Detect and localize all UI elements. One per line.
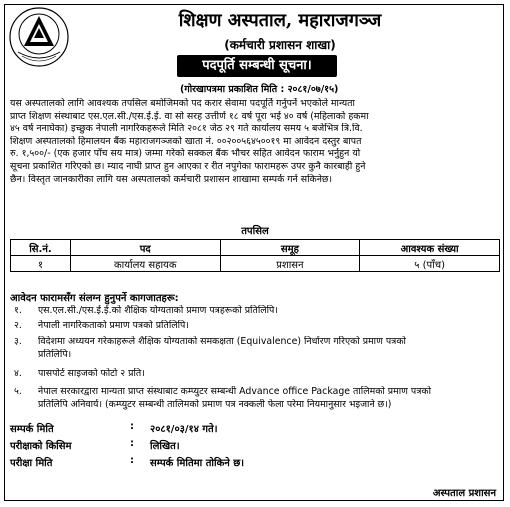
nepal-emblem-logo bbox=[8, 6, 70, 68]
item-text: विदेशमा अध्ययन गरेकाहरूले शैक्षिक योग्यताको समकक्षता (Equivalence) निर्धारण गरिएको प्रमाण पत्रको bbox=[38, 336, 406, 347]
item-text: नेपाली नागरिकताको प्रमाण पत्रको प्रतिलिपि। bbox=[38, 320, 189, 331]
hospital-title: शिक्षण अस्पताल, महाराजगञ्ज bbox=[178, 10, 382, 31]
item-number: ४. bbox=[14, 368, 22, 379]
item-text: एस.एल.सी./एस.ई.ई.को शैक्षिक योग्यताको प्रमाण पत्रहरूको प्रतिलिपि। bbox=[38, 305, 278, 316]
body-line: ४५ वर्ष ननाघेका) इच्छुक नेपाली नागरिकहरूले मिति २०८१ जेठ २९ गते कार्यालय समय ५ बजेभित्र त्रि.वि. bbox=[10, 123, 363, 135]
body-line: प्राप्त शिक्षण संस्थाबाट एस.एल.सी./एस.ई.ई. वा सो सरह उत्तीर्ण १८ वर्ष पूरा भई ४० वर्ष (महिलाको हकमा bbox=[10, 110, 369, 122]
notice-body bbox=[10, 98, 500, 186]
info-colon: : bbox=[130, 421, 134, 432]
cell-serial: १ bbox=[11, 256, 71, 272]
item-text: प्रतिलिपि अनिवार्य। (कम्प्युटर सम्बन्धी तालिमको प्रमाण पत्र नक्कली फेला परेमा नियमानुसार भइजाने छ।) bbox=[38, 398, 392, 410]
documents-heading: आवेदन फारामसँग संलग्न हुनुपर्ने कागजातहरू: bbox=[10, 293, 179, 304]
cell-group: प्रशासन bbox=[220, 256, 360, 272]
info-colon: : bbox=[130, 455, 134, 466]
item-text: नेपाल सरकारद्वारा मान्यता प्राप्त संस्थाबाट कम्प्युटर सम्बन्धी Advance office Package तालिमको प्रमाण पत्रको bbox=[38, 386, 432, 397]
publication-date: (गोरखापत्रमा प्रकाशित मिति : २०८१/०७/१५) bbox=[180, 84, 339, 95]
info-label: परीक्षा मिति bbox=[10, 458, 53, 469]
body-line: छैन। विस्तृत जानकारीका लागि यस अस्पतालको कर्मचारी प्रशासन शाखामा सम्पर्क गर्न सकिनेछ। bbox=[10, 173, 333, 185]
col-header-serial: सि.नं. bbox=[11, 240, 71, 256]
item-number: ३. bbox=[14, 336, 22, 347]
table-row bbox=[11, 256, 500, 272]
notice-title-banner: पदपूर्ति सम्बन्धी सूचना। bbox=[177, 55, 337, 77]
item-text: पासपोर्ट साइजको फोटो २ प्रति। bbox=[38, 368, 145, 379]
posts-table bbox=[10, 239, 500, 272]
info-value: लिखित। bbox=[150, 441, 180, 452]
item-number: १. bbox=[14, 305, 22, 316]
info-value: सम्पर्क मितिमा तोकिने छ। bbox=[150, 458, 245, 469]
col-header-post: पद bbox=[70, 240, 220, 256]
item-number: २. bbox=[14, 320, 22, 331]
info-label: परीक्षाको किसिम bbox=[10, 441, 72, 452]
body-line: शिक्षण अस्पतालको हिमालयन बैंक महाराजगञ्जको खाता नं. ००२००५६४५००१९ मा आवेदन दस्तुर बापत bbox=[10, 135, 362, 147]
section-subtitle: (कर्मचारी प्रशासन शाखा) bbox=[224, 38, 336, 52]
col-header-count: आवश्यक संख्या bbox=[360, 240, 500, 256]
info-colon: : bbox=[130, 438, 134, 449]
item-text: प्रतिलिपि। bbox=[38, 348, 72, 360]
table-header-row bbox=[11, 240, 500, 256]
info-label: सम्पर्क मिति bbox=[10, 424, 54, 435]
info-value: २०८१/०३/१४ गते। bbox=[150, 424, 218, 435]
body-line: यस अस्पतालको लागि आवश्यक तपसिल बमोजिमको पद करार सेवामा पदपूर्ति गर्नुपर्ने भएकोले मान्यता bbox=[10, 98, 355, 109]
cell-post: कार्यालय सहायक bbox=[70, 256, 220, 272]
schedule-label: तपसिल bbox=[241, 226, 269, 237]
signoff: अस्पताल प्रशासन bbox=[432, 488, 496, 499]
item-number: ५. bbox=[14, 386, 22, 397]
body-line: रु. १,५००/- (एक हजार पाँच सय मात्र) जम्मा गरेको सक्कल बैंक भौचर सहित आवेदन फाराम भर्नुहुन यो bbox=[10, 148, 361, 160]
body-line: सूचना प्रकाशित गरिएको छ। म्याद नाघी प्राप्त हुन आएका र रीत नपुगेका फारामहरू उपर कुनै कारबाही हुने bbox=[10, 160, 366, 172]
col-header-group: समूह bbox=[220, 240, 360, 256]
cell-count: ५ (पाँच) bbox=[360, 256, 500, 272]
